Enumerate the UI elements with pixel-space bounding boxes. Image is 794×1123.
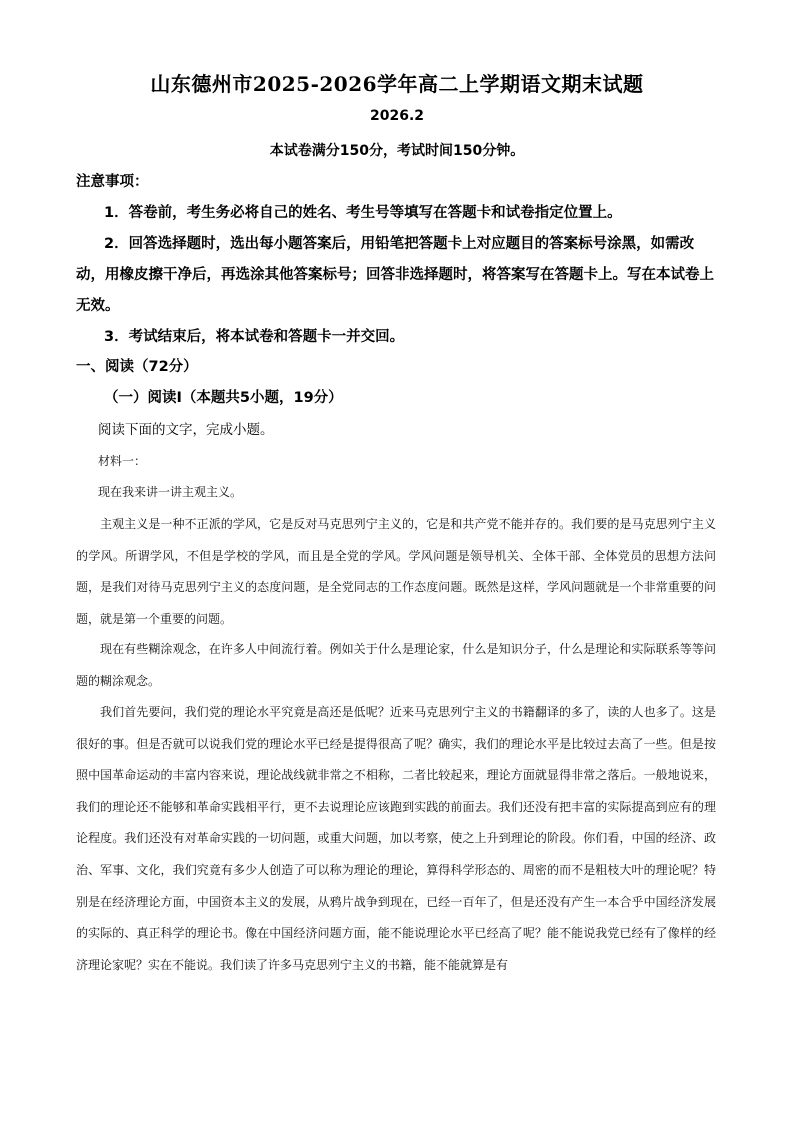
page-title: 山东德州市2025-2026学年高二上学期语文期末试题 [150,72,644,96]
notice-item-1: 1．答卷前，考生务必将自己的姓名、考生号等填写在答题卡和试卷指定位置上。 [104,205,622,221]
material-label: 材料一： [98,454,147,468]
material-intro-line: 现在我来讲一讲主观主义。 [98,485,243,499]
notice-item-2: 2．回答选择题时，选出每小题答案后，用铅笔把答题卡上对应题目的答案标号涂黑，如需改动，用橡皮擦干净后，再选涂其他答案标号；回答非选择题时，将答案写在答题卡上。写在本试卷上无效。 [76,236,714,314]
notice-item-3: 3．考试结束后，将本试卷和答题卡一并交回。 [104,329,405,345]
subsection-heading: （一）阅读Ⅰ（本题共5小题，19分） [104,390,343,406]
material-paragraph-1: 主观主义是一种不正派的学风，它是反对马克思列宁主义的，它是和共产党不能并存的。我们要的是马克思列宁主义的学风。所谓学风，不但是学校的学风，而且是全党的学风。学风问题是领导机关、全体干部、全体党员的思想方法问题，是我们对待马克思列宁主义的态度问题，是全党同志的工作态度问题。既然是这样，学风问题就是一个非常重要的问题，就是第一个重要的问题。 [76,517,716,626]
material-paragraph-3: 我们首先要问，我们党的理论水平究竟是高还是低呢？近来马克思列宁主义的书籍翻译的多了，读的人也多了。这是很好的事。但是否就可以说我们党的理论水平已经是提得很高了呢？确实，我们的理论水平是比较过去高了一些。但是按照中国革命运动的丰富内容来说，理论战线就非常之不相称，二者比较起来，理论方面就显得非常之落后。一般地说来，我们的理论还不能够和革命实践相平行，更不去说理论应该跑到实践的前面去。我们还没有把丰富的实际提高到应有的理论程度。我们还没有对革命实践的一切问题，或重大问题，加以考察，使之上升到理论的阶段。你们看，中国的经济、政治、军事、文化，我们究竟有多少人创造了可以称为理论的理论，算得科学形态的、周密的而不是粗枝大叶的理论呢？特别是在经济理论方面，中国资本主义的发展，从鸦片战争到现在，已经一百年了，但是还没有产生一本合乎中国经济发展的实际的、真正科学的理论书。像在中国经济问题方面，能不能说理论水平已经高了呢？能不能说我党已经有了像样的经济理论家呢？实在不能说。我们读了许多马克思列宁主义的书籍，能不能就算是有 [76,705,716,972]
score-note: 本试卷满分150分，考试时间150分钟。 [269,143,525,159]
section-heading: 一、阅读（72分） [76,359,198,375]
notice-heading: 注意事项： [76,174,149,190]
exam-date: 2026.2 [369,108,425,124]
material-paragraph-2: 现在有些糊涂观念，在许多人中间流行着。例如关于什么是理论家，什么是知识分子，什么是理论和实际联系等等问题的糊涂观念。 [76,642,716,688]
reading-instruction: 阅读下面的文字，完成小题。 [98,422,274,438]
